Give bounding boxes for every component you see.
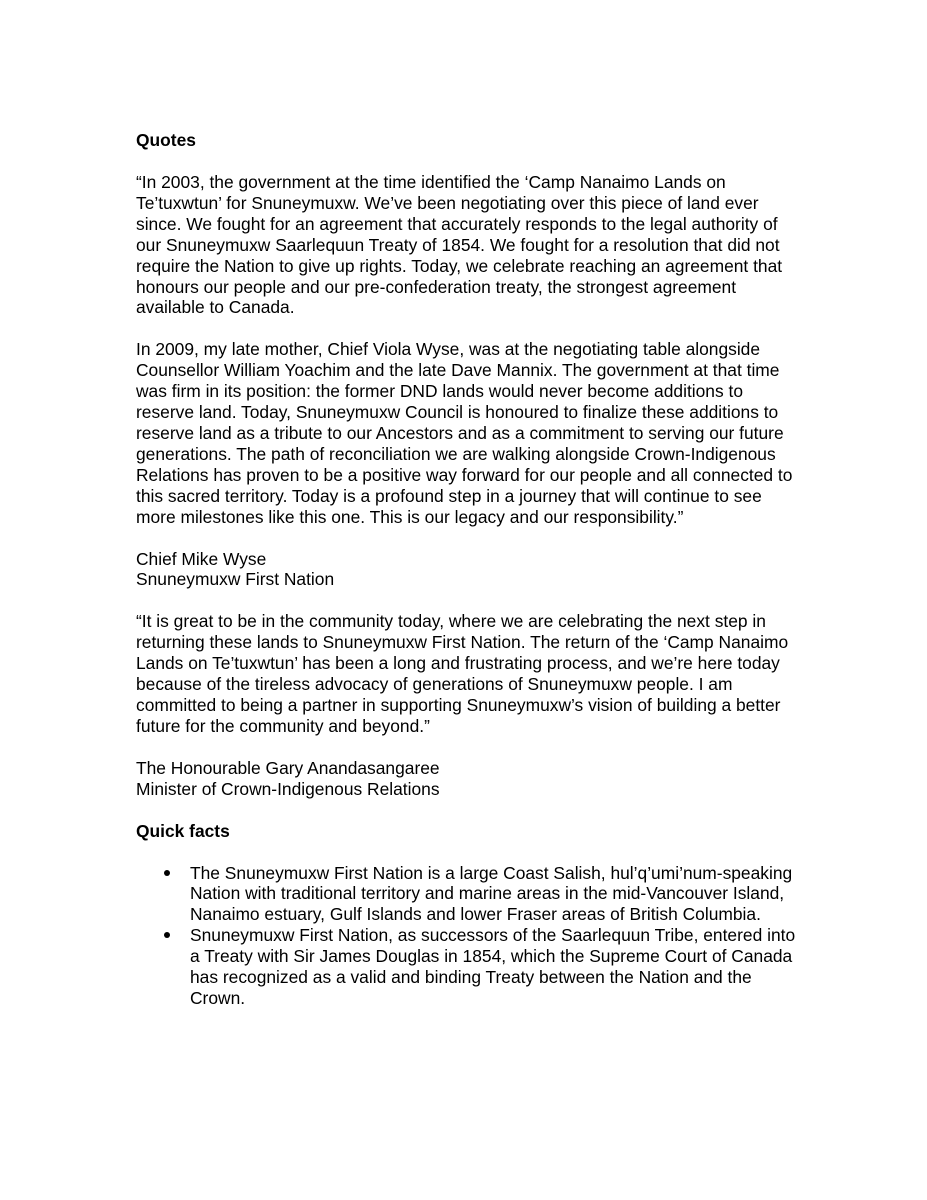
quote-1-speaker-name: Chief Mike Wyse [136, 548, 267, 569]
quote-2-speaker-title: Minister of Crown-Indigenous Relations [136, 778, 440, 799]
quote-2-paragraph-1: “It is great to be in the community today, where we are celebrating the next step in returning these lands to Snuneymuxw First Nation. The return of the ‘Camp Nanaimo Lands on Te’tuxwtun’ has been a long and frustrating process, and we’re here today because of the tireless advocacy of generations of Snuneymuxw people. I am committed to being a partner in supporting Snuneymuxw’s vision of building a better future for the community and beyond.” [136, 611, 789, 736]
quick-facts-heading: Quick facts [136, 820, 230, 841]
page-content [136, 130, 796, 1009]
quote-2-speaker-name: The Honourable Gary Anandasangaree [136, 757, 440, 778]
quote-1-paragraph-2: In 2009, my late mother, Chief Viola Wyse, was at the negotiating table alongside Counsellor William Yoachim and the late Dave Mannix. The government at that time was firm in its position: the former DND lands would never become additions to reserve land. Today, Snuneymuxw Council is honoured to finalize these additions to reserve land as a tribute to our Ancestors and as a commitment to serving our future generations. The path of reconciliation we are walking alongside Crown-Indigenous Relations has proven to be a positive way forward for our people and all connected to this sacred territory. Today is a profound step in a journey that will continue to see more milestones like this one. This is our legacy and our responsibility.” [136, 339, 793, 527]
quote-1-paragraph-1: “In 2003, the government at the time identified the ‘Camp Nanaimo Lands on Te’tuxwtun’ for Snuneymuxw. We’ve been negotiating over this piece of land ever since. We fought for an agreement that accurately responds to the legal authority of our Snuneymuxw Saarlequun Treaty of 1854. We fought for a resolution that did not require the Nation to give up rights. Today, we celebrate reaching an agreement that honours our people and our pre-confederation treaty, the strongest agreement available to Canada. [136, 172, 783, 318]
quick-facts-list [136, 863, 796, 1009]
bullet-icon [164, 932, 170, 938]
quotes-heading: Quotes [136, 130, 196, 150]
bullet-icon [164, 870, 170, 876]
list-item [136, 863, 796, 926]
list-item [136, 925, 796, 1009]
list-item-text: The Snuneymuxw First Nation is a large Coast Salish, hul’q’umi’num-speaking Nation with traditional territory and marine areas in the mid-Vancouver Island, Nanaimo estuary, Gulf Islands and lower Fraser areas of British Columbia. [190, 862, 793, 925]
quote-1-speaker-title: Snuneymuxw First Nation [136, 569, 335, 590]
list-item-text: Snuneymuxw First Nation, as successors of the Saarlequun Tribe, entered into a Treaty with Sir James Douglas in 1854, which the Supreme Court of Canada has recognized as a valid and binding Treaty between the Nation and the Crown. [190, 925, 796, 1008]
